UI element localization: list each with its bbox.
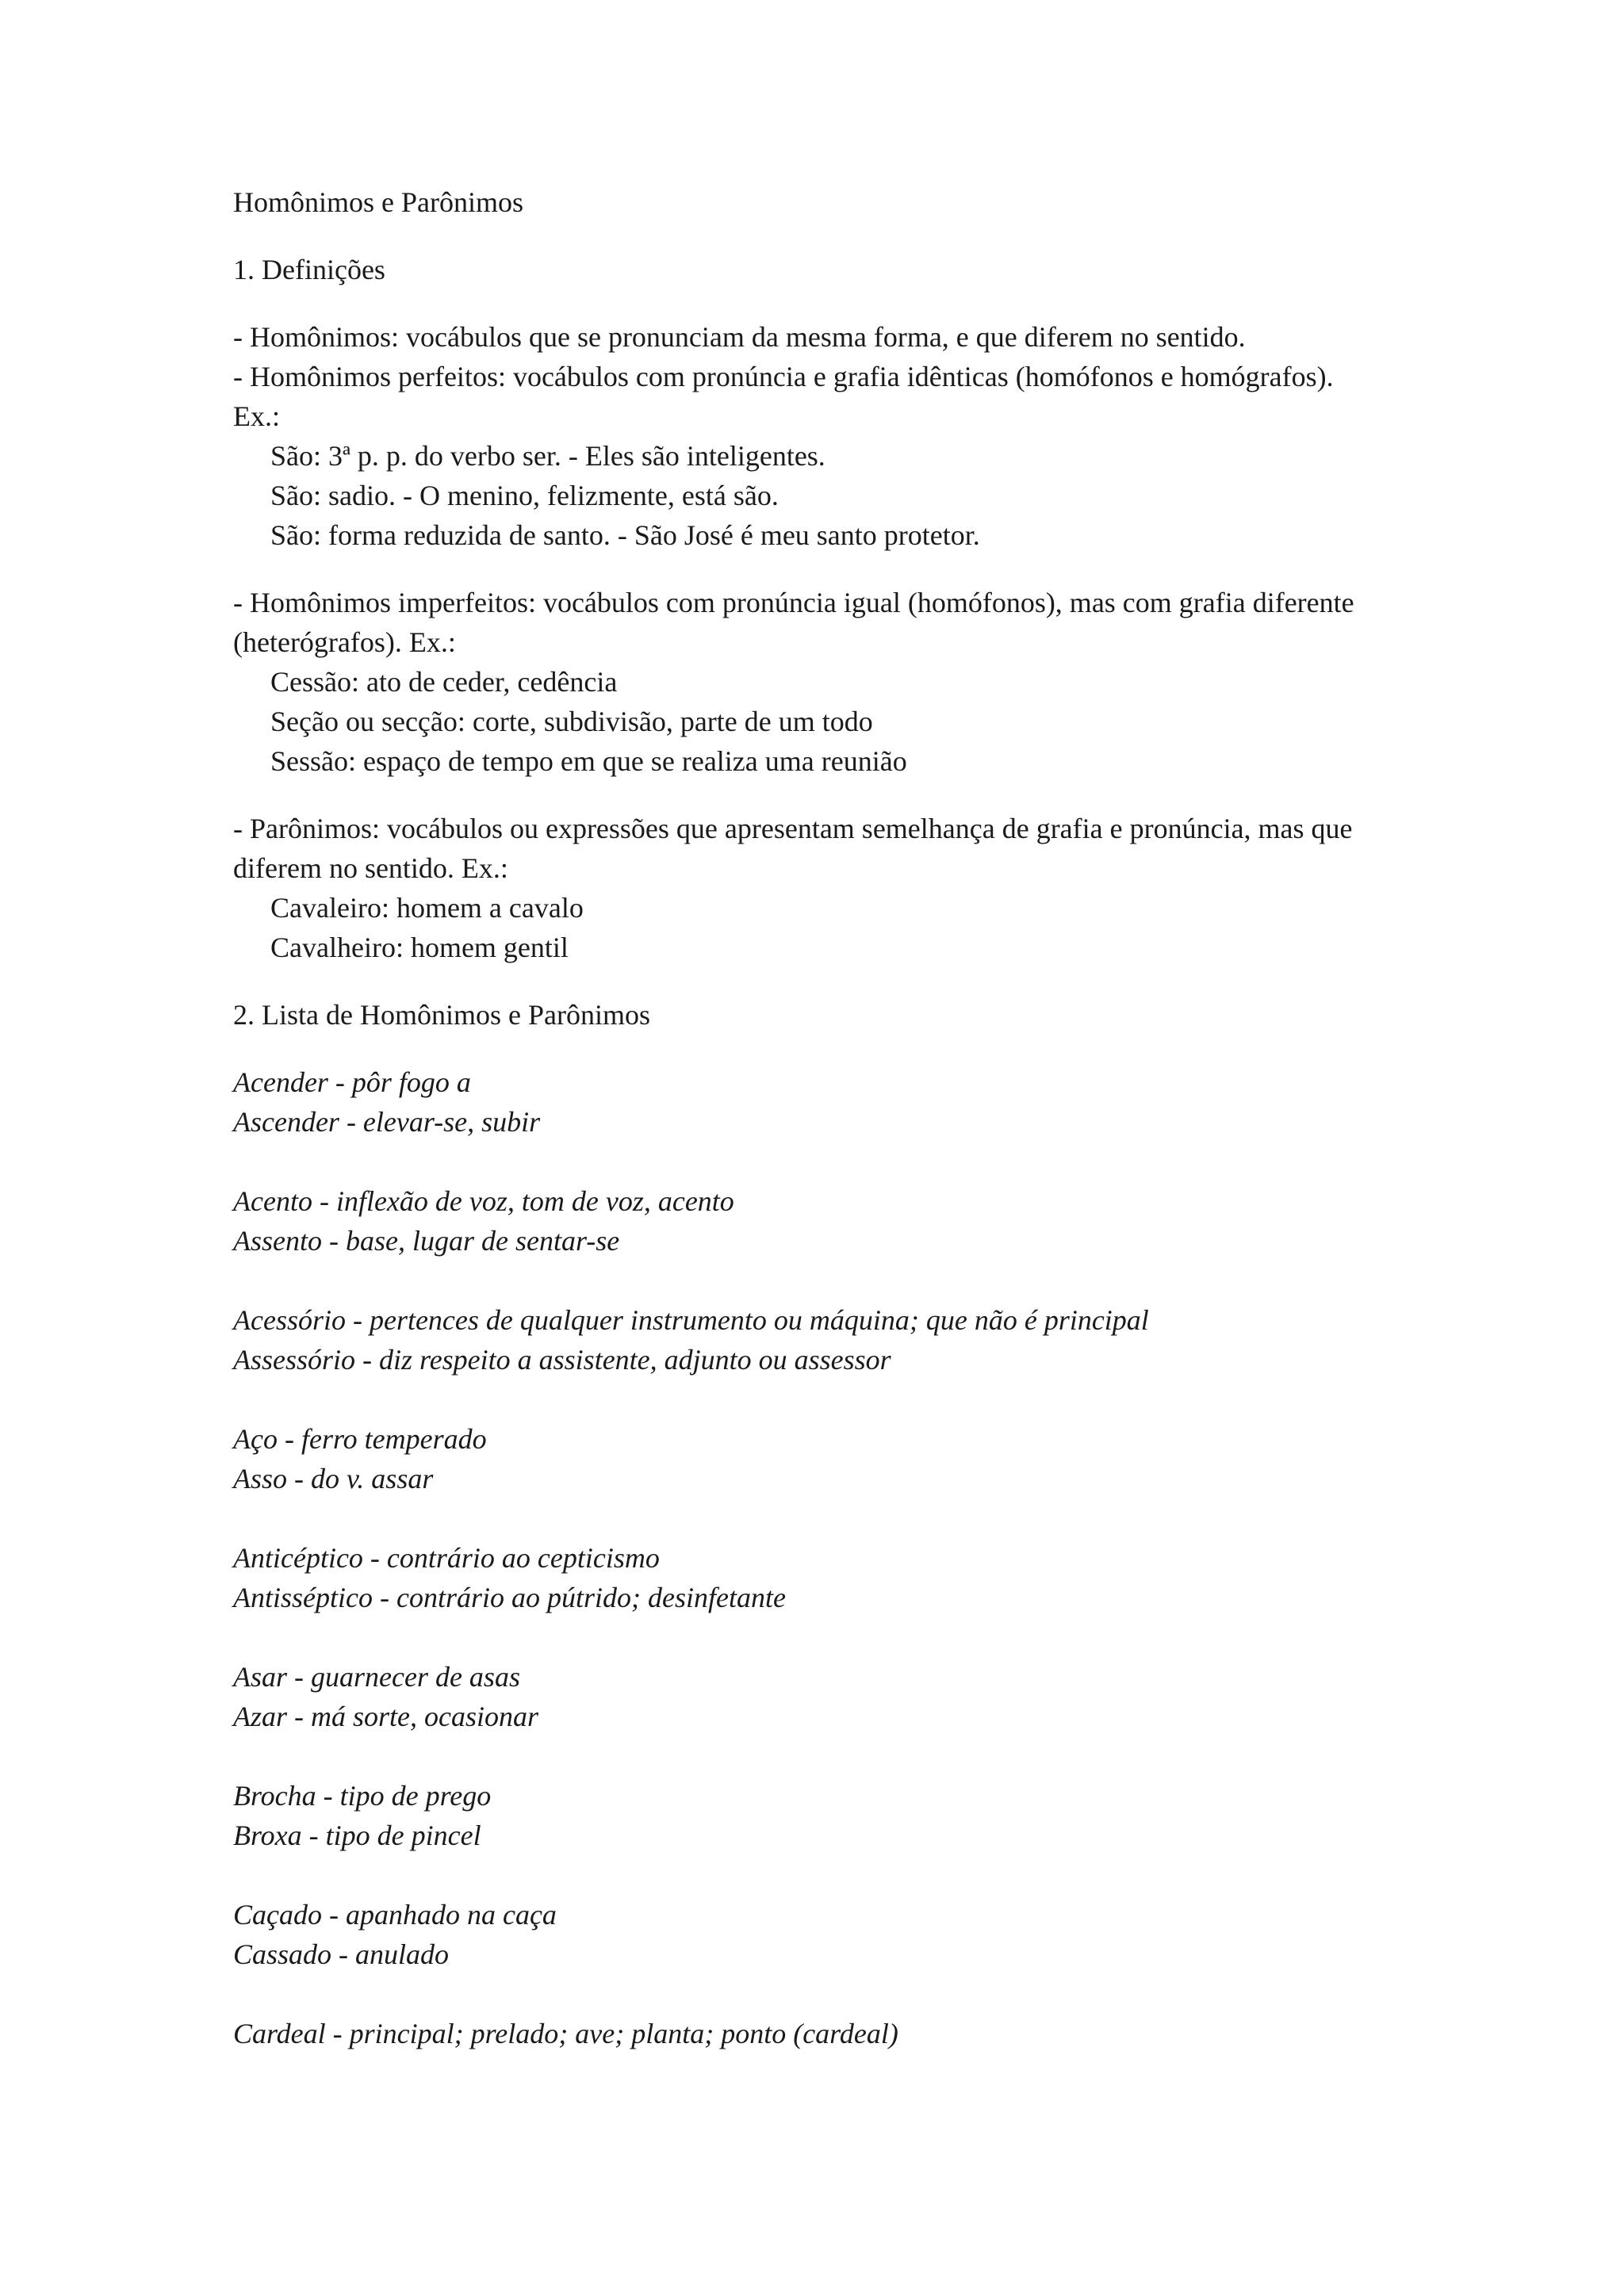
entry-text: Acento - inflexão de voz, tom de voz, acento <box>233 1185 734 1217</box>
list-item <box>233 1895 1465 1974</box>
section-1-heading: 1. Definições <box>233 254 385 285</box>
example-item: Cavaleiro: homem a cavalo <box>270 892 584 924</box>
entry-text: Assento - base, lugar de sentar-se <box>233 1225 620 1257</box>
example-item: São: sadio. - O menino, felizmente, está são. <box>270 480 779 511</box>
entry-text: Ascender - elevar-se, subir <box>233 1106 541 1138</box>
list-item <box>233 1062 1465 1142</box>
entry-text: Assessório - diz respeito a assistente, adjunto ou assessor <box>233 1344 891 1376</box>
list-item <box>233 1419 1465 1498</box>
example-item: Seção ou secção: corte, subdivisão, parte de um todo <box>270 706 873 737</box>
example-item: Cavalheiro: homem gentil <box>270 932 569 963</box>
document-title: Homônimos e Parônimos <box>233 186 523 218</box>
entry-text: Asar - guarnecer de asas <box>233 1661 520 1693</box>
definition-homonyms <box>233 317 1465 555</box>
example-item: Sessão: espaço de tempo em que se realiza uma reunião <box>270 745 907 777</box>
entry-text: Caçado - apanhado na caça <box>233 1899 557 1931</box>
entry-text: Cassado - anulado <box>233 1938 450 1970</box>
definition-imperfect-homonyms <box>233 583 1465 781</box>
entry-text: Acender - pôr fogo a <box>233 1066 471 1098</box>
list-item <box>233 1657 1465 1736</box>
definition-text: - Parônimos: vocábulos ou expressões que apresentam semelhança de grafia e pronúncia, mas que diferem no sentido. Ex.: <box>233 813 1353 884</box>
definition-text: - Homônimos perfeitos: vocábulos com pronúncia e grafia idênticas (homófonos e homógrafos). <box>233 361 1334 392</box>
section-2-heading: 2. Lista de Homônimos e Parônimos <box>233 999 650 1031</box>
entry-text: Anticéptico - contrário ao cepticismo <box>233 1542 660 1574</box>
entry-text: Brocha - tipo de prego <box>233 1780 492 1812</box>
example-item: São: forma reduzida de santo. - São José é meu santo protetor. <box>270 519 980 551</box>
definition-paronyms <box>233 809 1465 967</box>
example-item: Cessão: ato de ceder, cedência <box>270 666 618 698</box>
entry-text: Aço - ferro temperado <box>233 1423 487 1455</box>
entry-text: Cardeal - principal; prelado; ave; planta; ponto (cardeal) <box>233 2018 898 2049</box>
list-item <box>233 1300 1465 1380</box>
definition-text: - Homônimos imperfeitos: vocábulos com pronúncia igual (homófonos), mas com grafia diferente (heterógrafos). Ex.: <box>233 587 1354 658</box>
example-item: São: 3ª p. p. do verbo ser. - Eles são inteligentes. <box>270 440 825 472</box>
list-item <box>233 1181 1465 1261</box>
definition-text: - Homônimos: vocábulos que se pronunciam da mesma forma, e que diferem no sentido. <box>233 321 1246 353</box>
entry-text: Azar - má sorte, ocasionar <box>233 1701 538 1732</box>
list-item <box>233 1776 1465 1855</box>
entry-text: Broxa - tipo de pincel <box>233 1820 481 1851</box>
example-label: Ex.: <box>233 400 280 432</box>
entry-text: Antisséptico - contrário ao pútrido; desinfetante <box>233 1582 786 1613</box>
entry-text: Asso - do v. assar <box>233 1463 434 1494</box>
entry-text: Acessório - pertences de qualquer instrumento ou máquina; que não é principal <box>233 1304 1149 1336</box>
list-item <box>233 1538 1465 1617</box>
list-item <box>233 2014 1465 2053</box>
homonym-paronym-list <box>233 1062 1465 2053</box>
